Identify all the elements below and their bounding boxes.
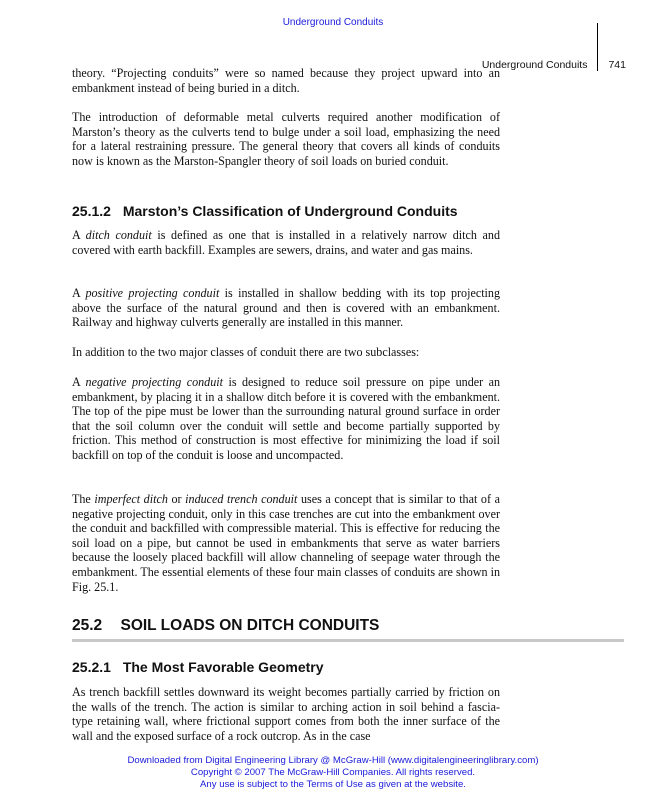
vertical-rule <box>597 23 598 71</box>
term-negative-projecting-conduit: negative projecting conduit <box>85 375 223 389</box>
term-imperfect-ditch: imperfect ditch <box>94 492 168 506</box>
term-positive-projecting-conduit: positive projecting conduit <box>85 286 220 300</box>
section-title: Marston’s Classification of Underground Conduits <box>122 203 458 219</box>
paragraph-backfill-settles: As trench backfill settles downward its weight becomes partially carried by friction on the walls of the trench. The action is similar to arching action in soil behind a fascia-type retaining wall, where frictional support comes from both the inner surface of the wall and the exposed surface of a rock outcrop. As in the case <box>72 685 500 743</box>
running-head <box>482 41 626 89</box>
top-chapter-link[interactable]: Underground Conduits <box>282 17 384 28</box>
section-heading-25-1-2 <box>72 203 458 219</box>
footer-download-link[interactable]: Downloaded from Digital Engineering Library @ McGraw-Hill (www.digitalengineeringlibrary.com) <box>127 755 539 766</box>
section-rule <box>72 639 624 642</box>
section-heading-25-2 <box>72 617 379 635</box>
paragraph-positive-projecting: A positive projecting conduit is installed in shallow bedding with its top projecting above the surface of the natural ground and then is covered with an embankment. Railway and highway culverts generally are installed in this manner. <box>72 286 501 330</box>
paragraph-1: theory. “Projecting conduits” were so named because they project upward into an embankment instead of being buried in a ditch. <box>72 66 500 95</box>
footer-terms-link[interactable]: Any use is subject to the Terms of Use as given at the website. <box>200 779 466 790</box>
section-number: 25.1.2 <box>72 203 111 219</box>
term-induced-trench-conduit: induced trench conduit <box>185 492 298 506</box>
running-title: Underground Conduits <box>481 59 588 71</box>
section-number: 25.2.1 <box>72 659 111 675</box>
paragraph-ditch-conduit: A ditch conduit is defined as one that is installed in a relatively narrow ditch and covered with earth backfill. Examples are sewers, drains, and water and gas mains. <box>72 228 500 257</box>
page-number: 741 <box>608 59 626 71</box>
footer-copyright: Copyright © 2007 The McGraw-Hill Companies. All rights reserved. <box>190 767 476 778</box>
paragraph-subclasses: In addition to the two major classes of conduit there are two subclasses: <box>72 345 420 359</box>
paragraph-negative-projecting: A negative projecting conduit is designed to reduce soil pressure on pipe under an embankment, by placing it in a shallow ditch before it is covered with the embankment. The top of the pipe must be lower than the surrounding natural ground surface in order that the soil column over the conduit will settle and become partially supported by friction. This method of construction is most effective for minimizing the load if soil backfill on top of the conduit is loose and uncompacted. <box>72 375 501 462</box>
paragraph-imperfect-ditch: The imperfect ditch or induced trench conduit uses a concept that is similar to that of a negative projecting conduit, only in this case trenches are cut into the embankment over the conduit and backfilled with compressible material. This is effective for reducing the soil load on a pipe, but cannot be used in embankments that serve as water barriers because the loosely placed backfill will allow channeling of seepage water through the embankment. The essential elements of these four main classes of conduits are shown in Fig. 25.1. <box>72 492 500 594</box>
section-title: The Most Favorable Geometry <box>122 659 324 675</box>
section-title: SOIL LOADS ON DITCH CONDUITS <box>120 617 380 634</box>
term-ditch-conduit: ditch conduit <box>85 228 152 242</box>
section-heading-25-2-1 <box>72 659 324 675</box>
section-number: 25.2 <box>72 617 103 634</box>
paragraph-2: The introduction of deformable metal culverts required another modification of Marston’s theory as the culverts tend to bulge under a soil load, emphasizing the need for a lateral restraining pressure. The general theory that covers all kinds of conduits now is known as the Marston-Spangler theory of soil loads on buried conduit. <box>72 110 500 168</box>
